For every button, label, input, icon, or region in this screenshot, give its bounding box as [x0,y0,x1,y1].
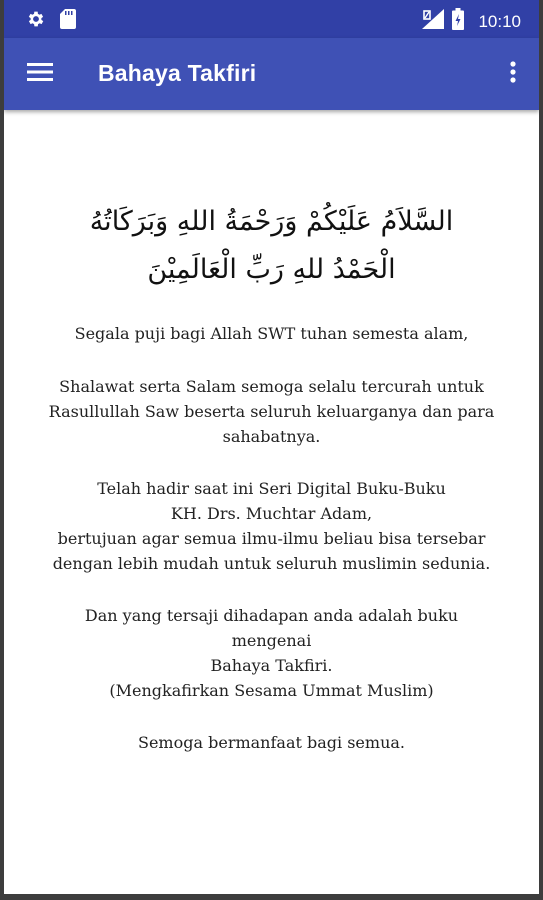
status-right-icons [422,8,521,35]
app-bar [4,38,539,110]
app-screen [4,0,539,894]
text-line: Dan yang tersaji dihadapan anda adalah buku [84,606,459,625]
app-title: Bahaya Takfiri [98,60,257,86]
text-line: sahabatnya. [222,427,321,446]
settings-icon [26,9,46,34]
overflow-menu-button[interactable] [497,56,529,92]
status-time: 10:10 [478,11,521,31]
text-line: Rasullullah Saw beserta seluruh keluarganya dan para [48,402,495,421]
paragraph-introduction [4,476,539,576]
arabic-greeting: السَّلاَمُ عَلَيْكُمْ وَرَحْمَةُ اللهِ وَبَرَكَاتُهُ [89,206,454,237]
hamburger-menu-icon [27,62,53,87]
text-line: Telah hadir saat ini Seri Digital Buku-Buku [97,479,446,498]
status-bar [4,0,539,38]
hamburger-menu-button[interactable] [20,58,60,90]
text-line: Semoga bermanfaat bagi semua. [138,733,405,752]
arabic-hamdalah: الْحَمْدُ للهِ رَبِّ الْعَالَمِيْنَ [147,254,396,285]
paragraph-closing [4,730,539,755]
text-line: KH. Drs. Muchtar Adam, [170,504,373,523]
battery-icon [452,8,464,35]
text-line: dengan lebih mudah untuk seluruh muslimin sedunia. [52,554,491,573]
text-line: Segala puji bagi Allah SWT tuhan semesta alam, [74,324,469,343]
paragraph-book-topic [4,603,539,703]
text-line: (Mengkafirkan Sesama Ummat Muslim) [109,681,434,700]
more-vert-icon [509,60,517,89]
sd-card-icon [60,9,76,34]
content-area[interactable] [4,110,539,894]
text-line: Shalawat serta Salam semoga selalu tercurah untuk [59,377,484,396]
text-line: mengenai [231,631,312,650]
status-left-icons [26,9,76,34]
paragraph-shalawat [4,374,539,449]
text-line: bertujuan agar semua ilmu-ilmu beliau bisa tersebar [57,529,486,548]
book-title-line: Bahaya Takfiri. [210,656,333,675]
paragraph-praise [4,321,539,346]
signal-icon [422,9,444,34]
